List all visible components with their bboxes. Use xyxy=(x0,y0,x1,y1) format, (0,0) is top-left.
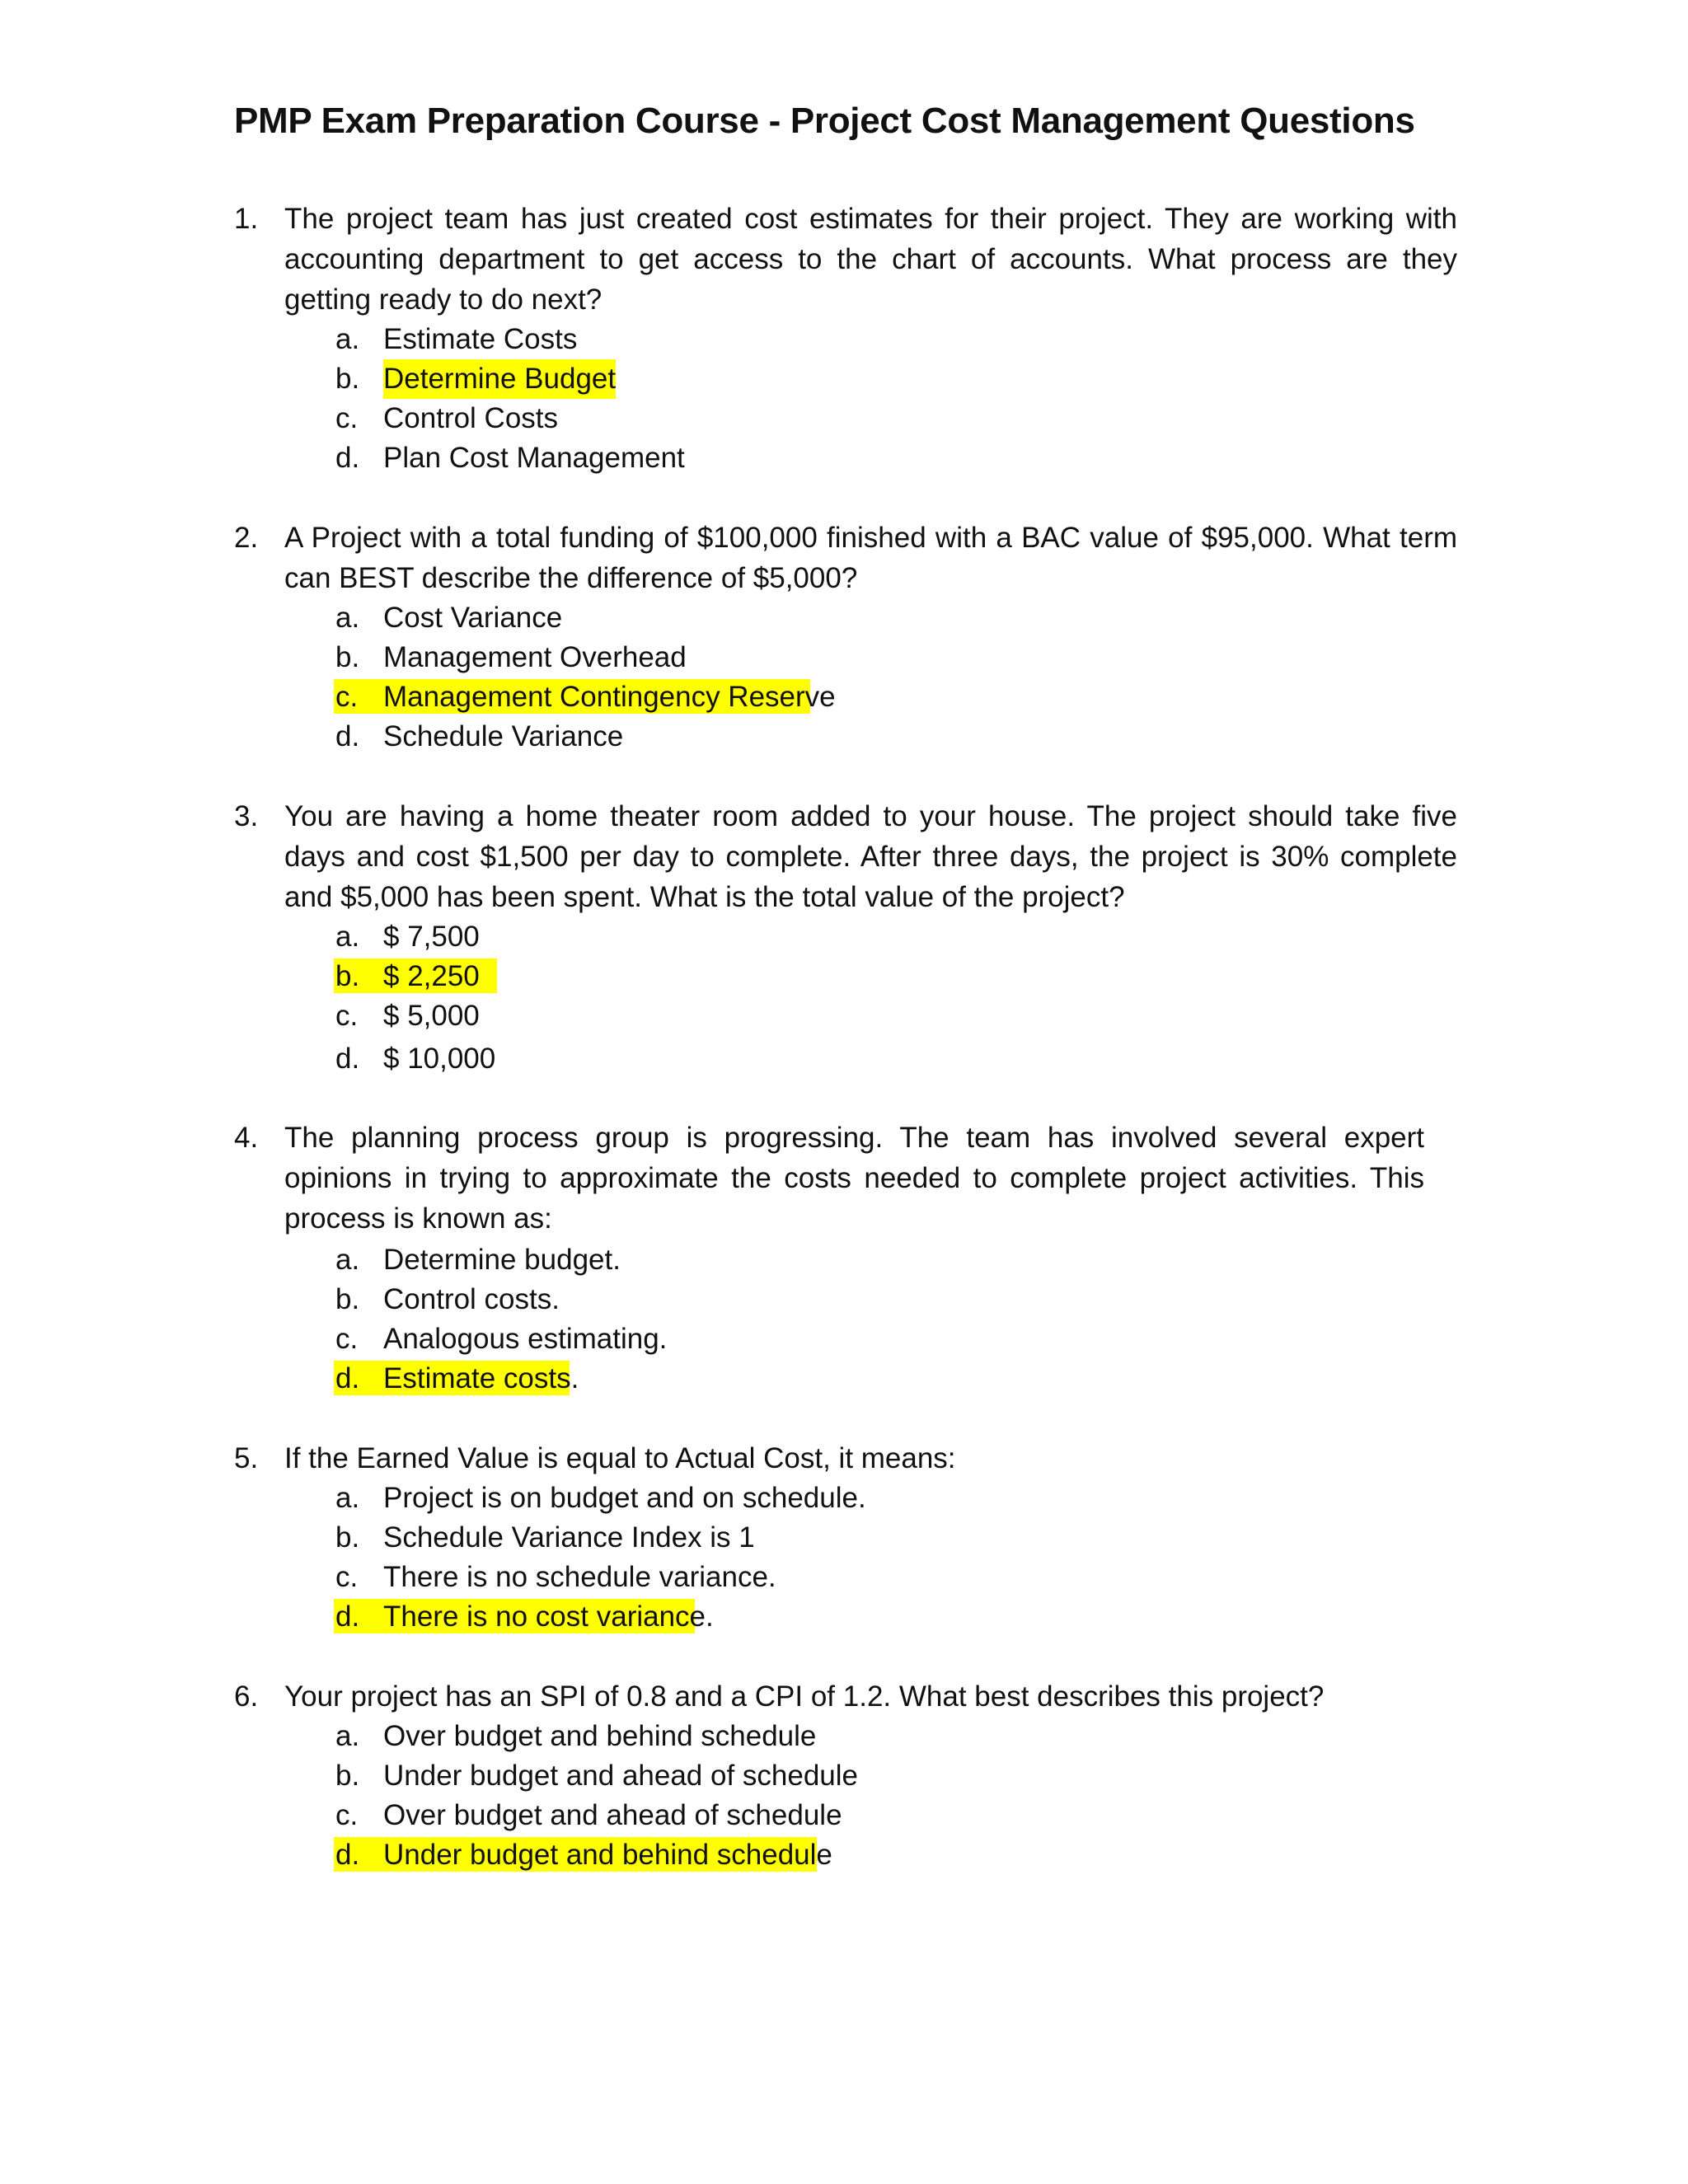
option-text: Estimate Costs xyxy=(383,323,578,355)
option-letter: a. xyxy=(335,1720,360,1752)
answer-options xyxy=(334,917,1457,1079)
option-d xyxy=(334,1835,1457,1875)
option-text: Cost Variance xyxy=(383,602,563,634)
option-letter: b. xyxy=(335,1521,360,1554)
option-c xyxy=(334,996,1457,1036)
question-number: 1. xyxy=(234,203,259,235)
question-number: 4. xyxy=(234,1122,259,1154)
option-letter: d. xyxy=(335,1601,360,1633)
option-a xyxy=(334,598,1457,638)
option-text-highlighted: $ 2,250 xyxy=(383,960,480,992)
option-text: $ 5,000 xyxy=(383,1000,480,1032)
option-letter: d. xyxy=(335,1839,360,1871)
option-c xyxy=(334,1558,1457,1597)
option-d xyxy=(334,1597,1457,1637)
question-text: If the Earned Value is equal to Actual Cost, it means: xyxy=(284,1442,956,1474)
option-letter: d. xyxy=(335,1043,360,1075)
option-a xyxy=(334,1240,1457,1280)
option-b xyxy=(334,359,1457,399)
option-text: $ 10,000 xyxy=(383,1043,496,1075)
answer-options xyxy=(334,598,1457,757)
option-text-highlighted: Estimate costs. xyxy=(383,1362,579,1394)
option-letter: c. xyxy=(335,1323,359,1355)
option-a xyxy=(334,917,1457,957)
option-c xyxy=(334,677,1457,717)
option-text: Over budget and behind schedule xyxy=(383,1720,817,1752)
answer-options xyxy=(334,1717,1457,1875)
option-text: Management Overhead xyxy=(383,641,687,673)
option-text: Determine budget. xyxy=(383,1244,621,1276)
question-2 xyxy=(234,518,1457,757)
option-letter: d. xyxy=(335,442,360,474)
option-letter: c. xyxy=(335,1561,359,1593)
page-title: PMP Exam Preparation Course - Project Cost Management Questions xyxy=(234,101,1415,141)
question-text: The planning process group is progressing. The team has involved several expert opinions in trying to approximate the costs needed to complete project activities. This process is known as: xyxy=(284,1122,1424,1235)
option-b xyxy=(334,1280,1457,1319)
option-c xyxy=(334,1319,1457,1359)
question-number: 6. xyxy=(234,1680,259,1713)
option-text: Over budget and ahead of schedule xyxy=(383,1799,842,1831)
question-number: 3. xyxy=(234,800,259,832)
option-a xyxy=(334,320,1457,359)
option-d xyxy=(334,717,1457,757)
option-letter: b. xyxy=(335,363,360,395)
option-letter: c. xyxy=(335,681,359,713)
option-text: Control costs. xyxy=(383,1283,560,1315)
option-text: Schedule Variance xyxy=(383,720,624,752)
question-3 xyxy=(234,796,1457,1079)
answer-options xyxy=(334,1479,1457,1637)
option-text: Under budget and ahead of schedule xyxy=(383,1760,859,1792)
option-text-highlighted: There is no cost variance. xyxy=(383,1601,714,1633)
option-d xyxy=(334,438,1457,478)
option-b xyxy=(334,957,1457,996)
option-c xyxy=(334,399,1457,438)
option-text: Project is on budget and on schedule. xyxy=(383,1482,866,1514)
option-letter: d. xyxy=(335,1362,360,1394)
question-text: Your project has an SPI of 0.8 and a CPI of 1.2. What best describes this project? xyxy=(284,1680,1325,1713)
question-6 xyxy=(234,1676,1457,1875)
option-text-highlighted: Management Contingency Reserve xyxy=(383,681,836,713)
option-letter: a. xyxy=(335,1244,360,1276)
question-number: 2. xyxy=(234,522,259,554)
option-letter: a. xyxy=(335,1482,360,1514)
option-letter: c. xyxy=(335,402,359,434)
option-letter: c. xyxy=(335,1000,359,1032)
option-text: Plan Cost Management xyxy=(383,442,685,474)
answer-options xyxy=(334,320,1457,478)
option-d xyxy=(334,1039,1457,1079)
option-a xyxy=(334,1717,1457,1756)
option-b xyxy=(334,638,1457,677)
question-text: The project team has just created cost estimates for their project. They are working with accounting department to get access to the chart of accounts. What process are they getting ready to do next? xyxy=(284,203,1457,316)
option-letter: c. xyxy=(335,1799,359,1831)
option-letter: b. xyxy=(335,1760,360,1792)
question-4 xyxy=(234,1118,1457,1399)
option-text: $ 7,500 xyxy=(383,921,480,953)
question-5 xyxy=(234,1438,1457,1637)
option-letter: d. xyxy=(335,720,360,752)
option-b xyxy=(334,1756,1457,1796)
option-text-highlighted: Under budget and behind schedule xyxy=(383,1839,832,1871)
option-c xyxy=(334,1796,1457,1835)
question-1 xyxy=(234,199,1457,478)
option-letter: a. xyxy=(335,921,360,953)
option-letter: b. xyxy=(335,641,360,673)
question-text: You are having a home theater room added to your house. The project should take five days and cost $1,500 per day to complete. After three days, the project is 30% complete and $5,000 has been spent. What is the total value of the project? xyxy=(284,800,1457,913)
question-text: A Project with a total funding of $100,000 finished with a BAC value of $95,000. What term can BEST describe the difference of $5,000? xyxy=(284,522,1457,594)
option-letter: a. xyxy=(335,323,360,355)
option-letter: a. xyxy=(335,602,360,634)
option-text-highlighted: Determine Budget xyxy=(383,359,616,399)
option-d xyxy=(334,1359,1457,1399)
option-a xyxy=(334,1479,1457,1518)
option-letter: b. xyxy=(335,960,360,992)
option-text: There is no schedule variance. xyxy=(383,1561,776,1593)
option-text: Schedule Variance Index is 1 xyxy=(383,1521,755,1554)
option-text: Analogous estimating. xyxy=(383,1323,668,1355)
answer-options xyxy=(334,1240,1457,1399)
option-b xyxy=(334,1518,1457,1558)
question-number: 5. xyxy=(234,1442,259,1474)
option-text: Control Costs xyxy=(383,402,559,434)
option-letter: b. xyxy=(335,1283,360,1315)
